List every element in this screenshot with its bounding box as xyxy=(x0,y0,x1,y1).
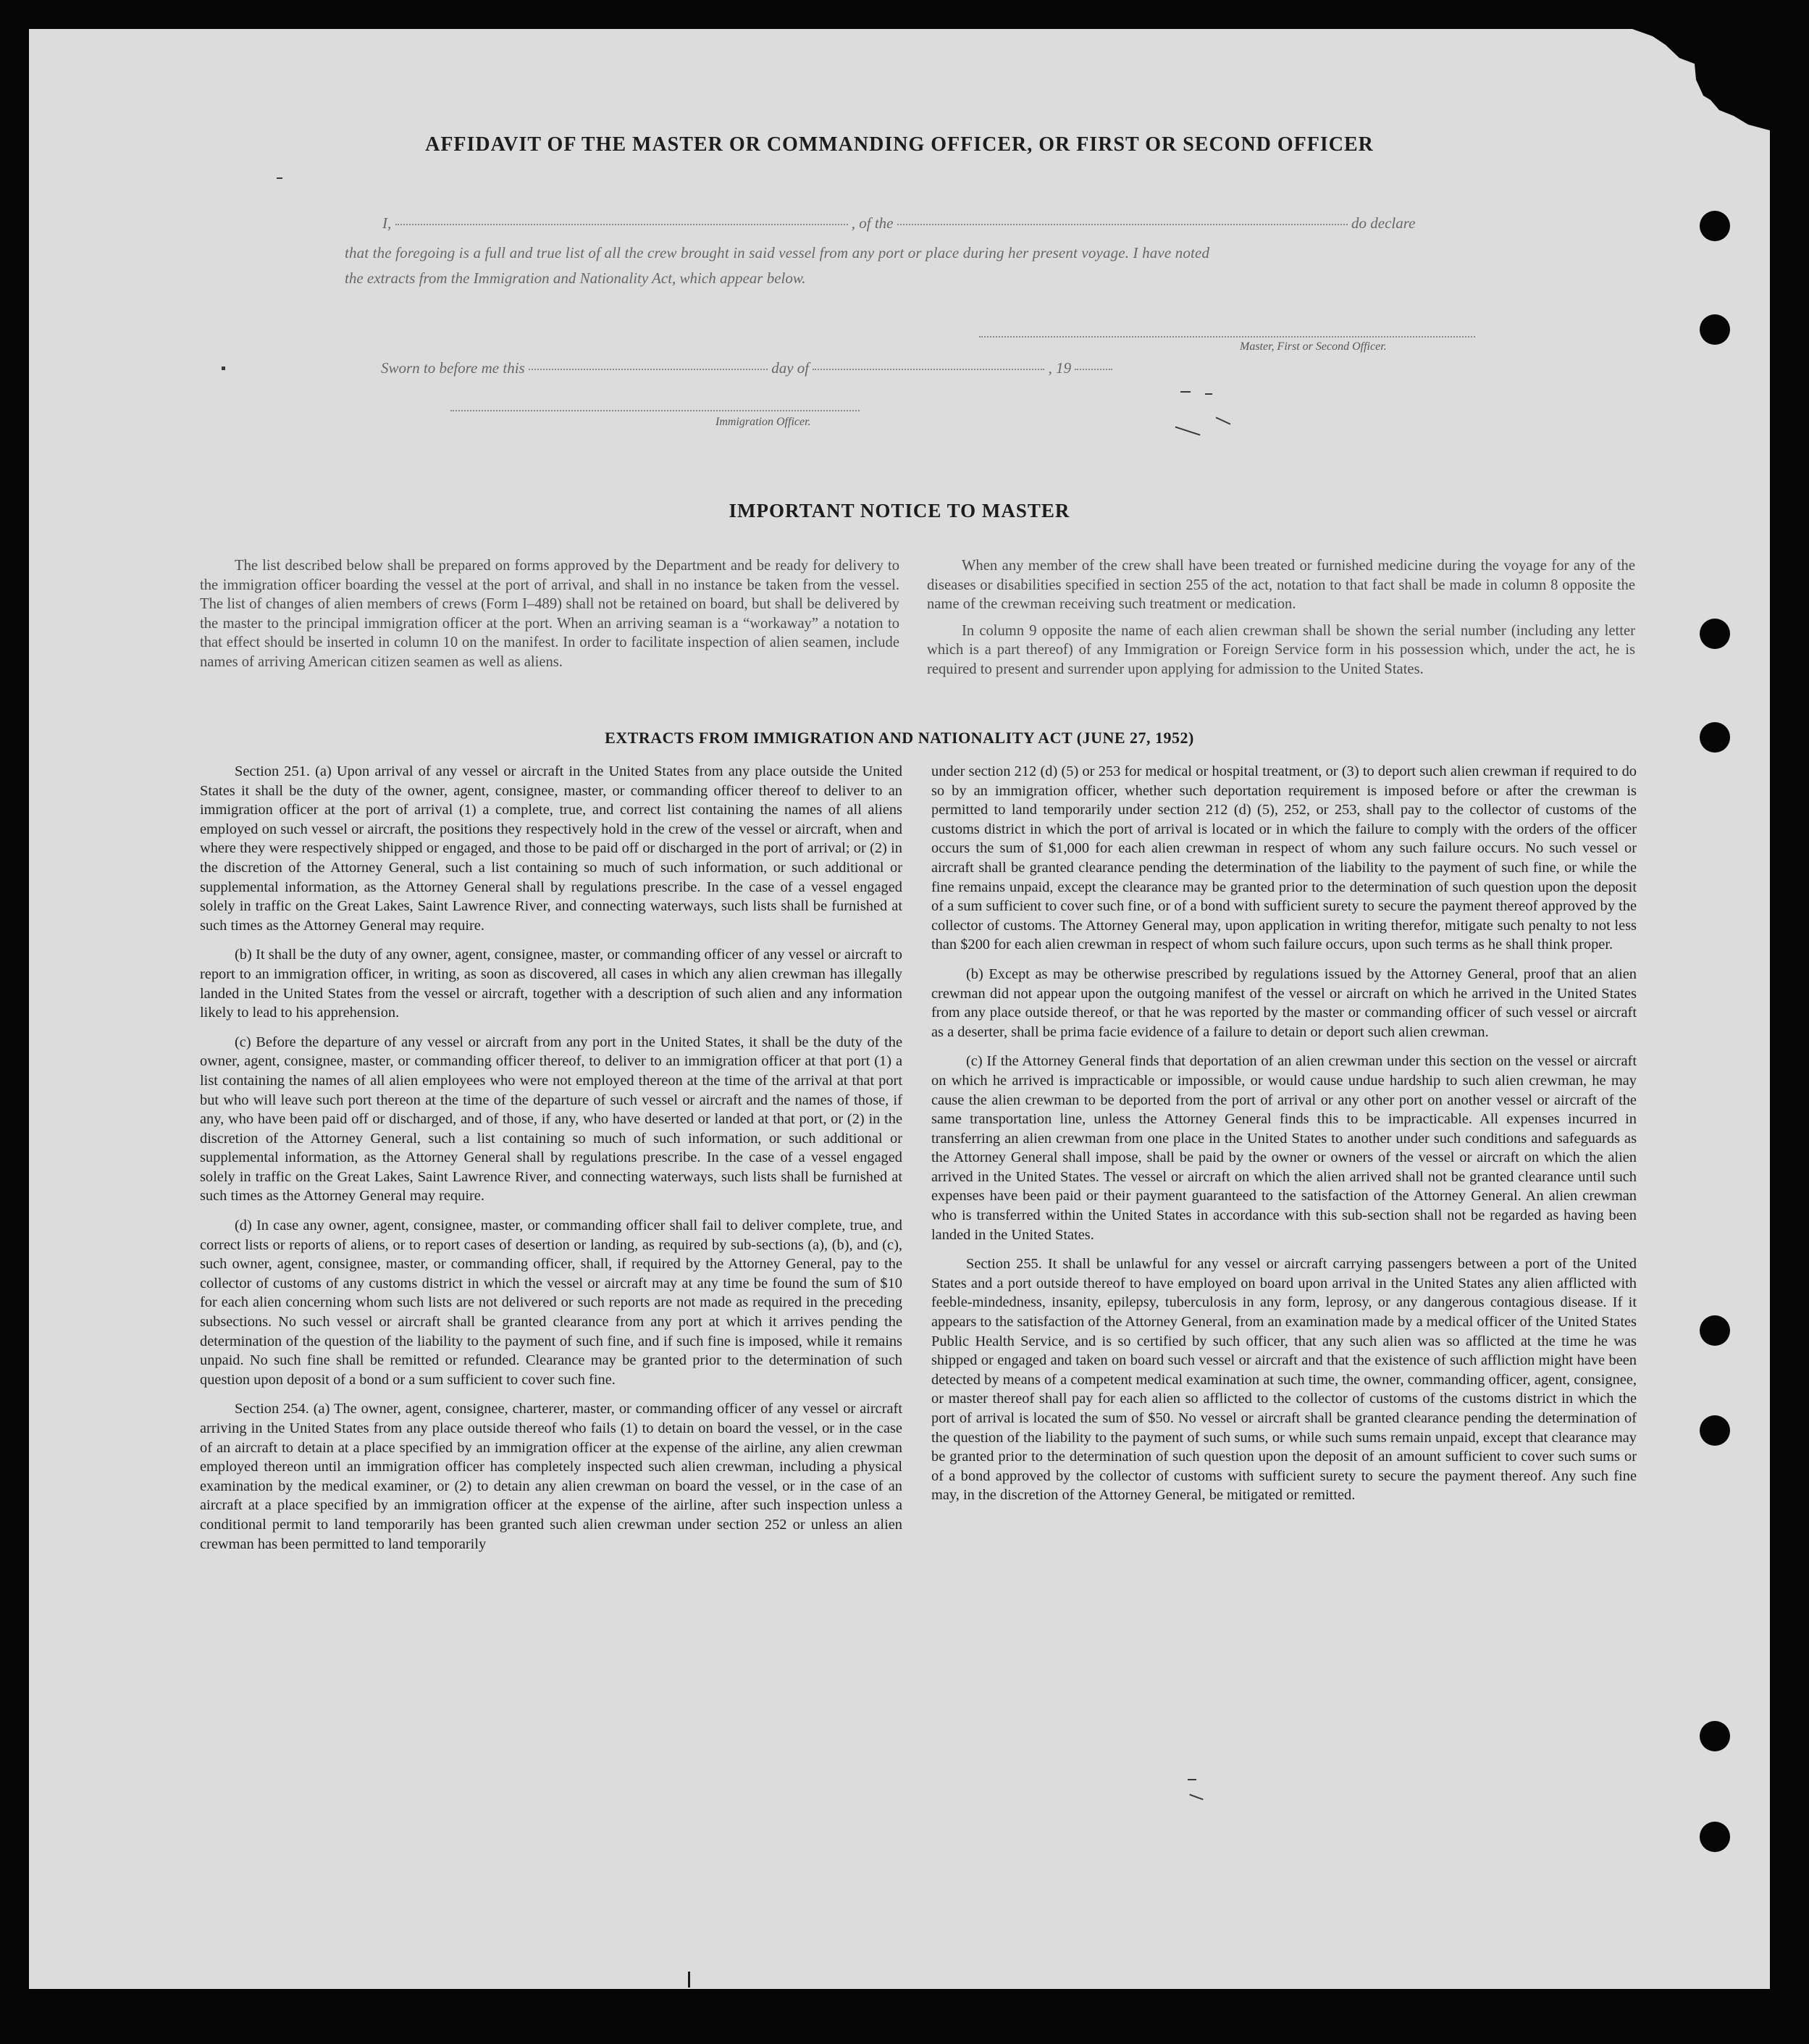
day-of-label: day of xyxy=(771,359,810,377)
section-251-b: (b) It shall be the duty of any owner, agent, consignee, master, or commanding officer of any vessel or aircraft to report to an immigration officer, in writing, as soon as discovered, all cases in which any alien crewman has illegally landed in the United States from the vessel or aircraft, together with a description of such alien and any information likely to lead to his apprehension. xyxy=(200,947,902,1021)
document-page xyxy=(29,29,1770,1989)
speck-mark xyxy=(222,367,225,370)
torn-corner xyxy=(1524,29,1770,130)
punch-hole xyxy=(1700,314,1730,345)
speck-mark xyxy=(1180,391,1191,393)
notice-right-column xyxy=(927,556,1635,690)
declaration-line xyxy=(382,214,1415,233)
notice-right-paragraph-1: When any member of the crew shall have been treated or furnished medicine during the voyage for any of the diseases or disabilities specified in section 255 of the act, notation to that fact shall be made in column 8 opposite the name of the crewman receiving such treatment or medication. xyxy=(927,558,1635,613)
section-254-b: (b) Except as may be otherwise prescribed by regulations issued by the Attorney General, proof that an alien crewman did not appear upon the outgoing manifest of the vessel or aircraft on which he arrived in the United States from any place outside thereof, or that he was reported by the master or commanding officer of such vessel or aircraft as a deserter, shall be prima facie evidence of a failure to detain or deport such alien crewman. xyxy=(931,966,1637,1040)
section-251-d: (d) In case any owner, agent, consignee, master, or commanding officer shall fail to deliver complete, true, and correct lists or reports of aliens, or to report cases of desertion or landing, as required by sub-sections (a), (b), and (c), such owner, agent, consignee, master, or commanding officer, shall, if required by the Attorney General, pay to the collector of customs of any customs district in which the vessel or aircraft may at any time be found the sum of $10 for each alien concerning whom such lists are not delivered or such reports are not made as required in the preceding subsections. No such vessel or aircraft shall be granted clearance from any port at which it arrives pending the determination of the question of the liability to the payment of such fine, and if such fine is imposed, while it remains unpaid. No such fine shall be remitted or refunded. Clearance may be granted prior to the determination of such question upon deposit of a bond or a sum sufficient to cover such fine. xyxy=(200,1218,902,1388)
speck-mark xyxy=(1216,416,1231,424)
declaration-text-2: the extracts from the Immigration and Nationality Act, which appear below. xyxy=(345,269,806,287)
extracts-left-column xyxy=(200,762,902,1564)
speck-mark xyxy=(1188,1779,1196,1780)
speck-mark xyxy=(1175,426,1201,435)
affidavit-title: AFFIDAVIT OF THE MASTER OR COMMANDING OFFICER, OR FIRST OR SECOND OFFICER xyxy=(425,133,1374,156)
punch-hole xyxy=(1700,211,1730,241)
punch-hole xyxy=(1700,1822,1730,1852)
speck-mark xyxy=(277,177,282,179)
extracts-right-column xyxy=(931,762,1637,1515)
notice-title: IMPORTANT NOTICE TO MASTER xyxy=(729,500,1070,522)
year-prefix: , 19 xyxy=(1048,359,1072,377)
sworn-year-blank xyxy=(1075,369,1112,370)
sworn-date-blank xyxy=(529,369,768,370)
section-255: Section 255. It shall be unlawful for any vessel or aircraft carrying passengers between a port of the United States and a port outside thereof to have employed on board upon arrival in the United States any alien afflicted with feeble-mindedness, insanity, epilepsy, tuberculosis in any form, leprosy, or any dangerous contagious disease. If it appears to the satisfaction of the Attorney General, from an examination made by a medical officer of the United States Public Health Service, and is so certified by such officer, that any such alien was so afflicted at the time he was shipped or engaged and taken on board such vessel or aircraft and that the existence of such affliction might have been detected by means of a competent medical examination at such time, the owner, commanding officer, agent, consignee, or master thereof shall pay for each alien so afflicted to the collector of customs of the customs district in which the port of arrival is located the sum of $50. No vessel or aircraft shall be granted clearance pending the determination of the question of the liability to the payment of such sums, or while such sums remain unpaid, except that clearance may be granted prior to the determination of such question upon the deposit of an amount sufficient to cover such sums or of a bond approved by the collector of customs with sufficient surety to secure the payment thereof. Any such fine may, in the discretion of the Attorney General, be mitigated or remitted. xyxy=(931,1256,1637,1504)
declaration-text: that the foregoing is a full and true list of all the crew brought in said vessel from any port or place during her present voyage. I have noted xyxy=(345,244,1210,261)
declarant-prefix: I, xyxy=(382,214,392,232)
master-signature-caption: Master, First or Second Officer. xyxy=(1240,340,1387,353)
sworn-month-blank xyxy=(813,369,1044,370)
master-signature-line xyxy=(979,336,1475,338)
punch-hole xyxy=(1700,1315,1730,1346)
punch-hole xyxy=(1700,619,1730,649)
speck-mark xyxy=(1189,1794,1203,1801)
extracts-title: EXTRACTS FROM IMMIGRATION AND NATIONALITY ACT (JUNE 27, 1952) xyxy=(605,729,1194,747)
notice-right-paragraph-2: In column 9 opposite the name of each alien crewman shall be shown the serial number (including any letter which is a part thereof) of any Immigration or Foreign Service form in his possession which, under the act, he is required to present and surrender upon applying for admission to the United States. xyxy=(927,622,1635,677)
officer-signature-caption: Immigration Officer. xyxy=(715,416,811,428)
section-254-a: Section 254. (a) The owner, agent, consignee, charterer, master, or commanding officer of any vessel or aircraft arriving in the United States from any place outside thereof who fails (1) to detain on board the vessel, or in the case of an aircraft to detain at a place specified by an immigration officer at the expense of the airline, any alien crewman employed thereon until an immigration officer has completely inspected such alien crewman, including a physical examination by the medical examiner, or (2) to detain any alien crewman on board the vessel, or in the case of an aircraft at a place specified by an immigration officer at the expense of the airline, after such inspection unless a conditional permit to land temporarily has been granted such alien crewman under section 252 or unless an alien crewman has been permitted to land temporarily xyxy=(200,1401,902,1552)
officer-signature-line xyxy=(450,410,860,411)
section-254-c: (c) If the Attorney General finds that deportation of an alien crewman under this section on the vessel or aircraft on which he arrived is impracticable or impossible, or would cause undue hardship to such alien crewman, he may cause the alien crewman to be deported from the port of arrival or any other port on another vessel or aircraft of the same transportation line, unless the Attorney General finds this to be impracticable. All expenses incurred in transferring an alien crewman from one place in the United States to another under such conditions and safeguards as the Attorney General shall impose, shall be paid by the owner or owners of the vessel or aircraft on which the alien arrived in the United States. The vessel or aircraft on which the alien arrived shall not be granted clearance until such expenses have been paid or their payment guaranteed to the satisfaction of the Attorney General. An alien crewman who is transferred within the United States in accordance with this sub-section shall not be regarded as having been landed in the United States. xyxy=(931,1053,1637,1243)
vessel-name-blank xyxy=(897,224,1348,225)
of-the-label: , of the xyxy=(851,214,894,232)
sworn-prefix: Sworn to before me this xyxy=(381,359,525,377)
section-251-a: Section 251. (a) Upon arrival of any vessel or aircraft in the United States from any place outside the United States it shall be the duty of the owner, agent, consignee, master, or commanding officer thereof to deliver to an immigration officer at the port of arrival (1) a complete, true, and correct list containing the names of all aliens employed on such vessel or aircraft, the positions they respectively hold in the crew of the vessel or aircraft, when and where they were respectively shipped or engaged, and those to be paid off or discharged in the port of arrival; or (2) in the discretion of the Attorney General, such a list containing so much of such information, or such additional or supplemental information, as the Attorney General shall by regulations prescribe. In the case of a vessel engaged solely in traffic on the Great Lakes, Saint Lawrence River, and connecting waterways, such lists shall be furnished at such times as the Attorney General may require. xyxy=(200,763,902,934)
speck-mark xyxy=(1205,393,1212,395)
section-254-a-continued: under section 212 (d) (5) or 253 for medical or hospital treatment, or (3) to deport such alien crewman if required to do so by an immigration officer, whether such deportation requirement is imposed before or after the crewman is permitted to land temporarily under section 212 (d) (5), 252, or 253, shall pay to the collector of customs of the customs district in which the port of arrival is located or in which the failure to comply with the orders of the officer occurs the sum of $1,000 for each alien crewman in respect of whom any such failure occurs. No such vessel or aircraft shall be granted clearance pending the determination of the liability to the payment of such fine, or while the fine remains unpaid, except the clearance may be granted prior to the determination of such question upon the deposit of a sum sufficient to cover such fine, or of a bond with sufficient surety to secure the payment thereof approved by the collector of customs. The Attorney General may, upon application in writing therefor, mitigate such penalty to not less than $200 for each alien crewman in respect of whom such failure occurs, upon such terms as he shall think proper. xyxy=(931,763,1637,953)
sworn-line xyxy=(381,359,1112,377)
declare-label: do declare xyxy=(1351,214,1416,232)
notice-left-paragraph: The list described below shall be prepared on forms approved by the Department and be ready for delivery to the immigration officer boarding the vessel at the port of arrival, and shall in no instance be taken from the vessel. The list of changes of alien members of crews (Form I–489) shall not be retained on board, but shall be delivered by the master to the principal immigration officer at the port. When an arriving seaman is a “workaway” a notation to that effect should be inserted in column 10 on the manifest. In order to facilitate inspection of alien seamen, include names of arriving American citizen seamen as well as aliens. xyxy=(200,558,899,670)
declarant-name-blank xyxy=(395,224,848,225)
punch-hole xyxy=(1700,1721,1730,1751)
notice-left-column xyxy=(200,556,899,682)
section-251-c: (c) Before the departure of any vessel or aircraft from any port in the United States, it shall be the duty of the owner, agent, consignee, master, or commanding officer thereof, to deliver to an immigration officer at that port (1) a list containing the names of all alien employees who were not employed thereon at the time of the arrival at that port but who will leave such port thereon at the time of the departure of such vessel or aircraft and the names of those, if any, who have been paid off or discharged, and of those, if any, who have deserted or landed at that port, or (2) in the discretion of the Attorney General, such a list containing so much of such information, or such additional or supplemental information, as the Attorney General shall by regulations prescribe. In the case of a vessel engaged solely in traffic on the Great Lakes, Saint Lawrence River, and connecting waterways, such lists shall be furnished at such times as the Attorney General may require. xyxy=(200,1034,902,1205)
scan-tick-mark xyxy=(688,1972,690,1988)
punch-hole xyxy=(1700,1415,1730,1446)
